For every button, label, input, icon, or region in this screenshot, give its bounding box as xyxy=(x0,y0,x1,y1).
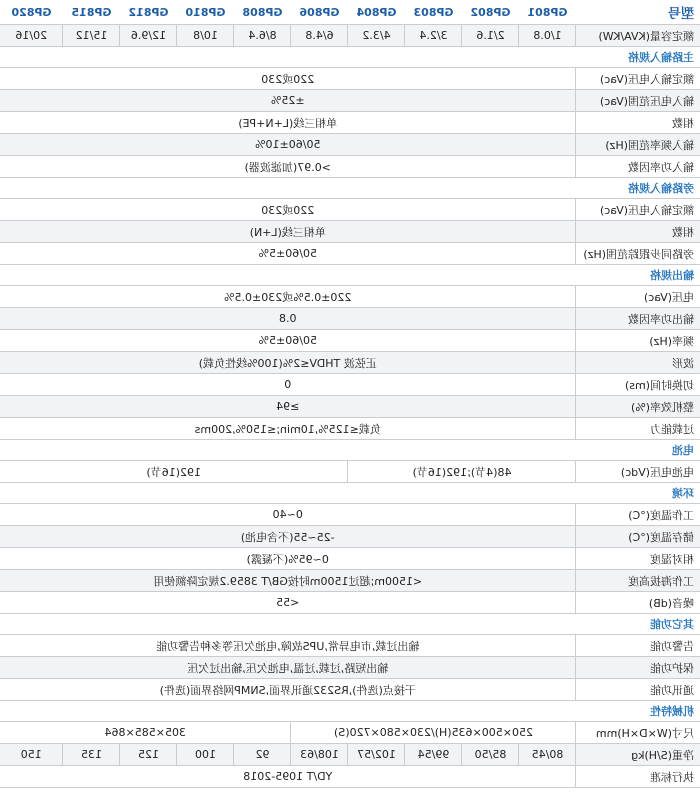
row-output-transfer-time xyxy=(0,374,700,396)
row-mech-standard xyxy=(0,766,700,788)
rating-row xyxy=(0,25,700,47)
row-label: 噪音(dB) xyxy=(576,592,700,614)
rating-cell: 10/8 xyxy=(177,25,234,47)
row-env-humidity xyxy=(0,548,700,570)
rating-cell: 6/4.8 xyxy=(291,25,348,47)
row-other-alarm xyxy=(0,635,700,657)
row-label: 输出功率因数 xyxy=(576,308,700,330)
model-cell: GP812 xyxy=(120,0,177,25)
row-label: 整机效率(%) xyxy=(576,396,700,418)
row-env-storage-temp xyxy=(0,526,700,548)
row-output-voltage xyxy=(0,286,700,308)
row-label: 输入电压范围(Vac) xyxy=(576,90,700,112)
section-title: 机械特性 xyxy=(0,701,700,722)
rating-cell: 8/6.4 xyxy=(234,25,291,47)
row-value: 0 xyxy=(0,374,576,396)
row-value: 正弦波 THDV≤2%(100%线性负载) xyxy=(0,352,576,374)
rating-cell: 2/1.6 xyxy=(462,25,519,47)
weight-cell: 80/45 xyxy=(519,744,576,766)
row-label: 工作温度(°C) xyxy=(576,504,700,526)
row-label: 储存温度(°C) xyxy=(576,526,700,548)
weight-cell: 100 xyxy=(177,744,234,766)
section-title: 其它功能 xyxy=(0,614,700,635)
weight-cell: 85/50 xyxy=(462,744,519,766)
row-label: 净重(S/H)kg xyxy=(576,744,700,766)
row-battery-voltage xyxy=(0,461,700,483)
row-label: 电压(Vac) xyxy=(576,286,700,308)
row-mech-weight xyxy=(0,744,700,766)
size-value-small: 250×500×635(H)/230×580×720(S) xyxy=(291,722,576,744)
row-mech-size xyxy=(0,722,700,744)
row-value: 干接点(选件),RS232通讯界面,SNMP网络界面(选件) xyxy=(0,679,576,701)
row-value: 单相三线(L+N) xyxy=(0,221,576,243)
battery-value-large: 192(16节) xyxy=(0,461,348,483)
model-cell: GP820 xyxy=(0,0,63,25)
weight-cell: 150 xyxy=(0,744,63,766)
size-value-large: 305×585×864 xyxy=(0,722,291,744)
row-other-protection xyxy=(0,657,700,679)
model-cell: GP803 xyxy=(405,0,462,25)
row-value: <1500m;超过1500m时按GB/T 3859.2规定降额使用 xyxy=(0,570,576,592)
weight-cell: 99/54 xyxy=(405,744,462,766)
section-title: 主路输入规格 xyxy=(0,47,700,68)
row-bypass-rated-voltage xyxy=(0,199,700,221)
row-output-overload xyxy=(0,418,700,440)
row-env-altitude xyxy=(0,570,700,592)
row-label: 切换时间(ms) xyxy=(576,374,700,396)
rating-cell: 3/2.4 xyxy=(405,25,462,47)
section-main-input xyxy=(0,47,700,68)
row-label: 波形 xyxy=(576,352,700,374)
row-label: 输入功率因数 xyxy=(576,156,700,178)
row-label: 执行标准 xyxy=(576,766,700,788)
row-label: 告警功能 xyxy=(576,635,700,657)
rating-cell: 20/16 xyxy=(0,25,63,47)
section-mechanical xyxy=(0,701,700,722)
section-title: 环境 xyxy=(0,483,700,504)
model-label: 型号 xyxy=(576,0,700,25)
rating-label: 额定容量(KVA/KW) xyxy=(576,25,700,47)
row-main-freq-range xyxy=(0,134,700,156)
row-value: <55 xyxy=(0,592,576,614)
row-label: 相数 xyxy=(576,221,700,243)
rating-cell: 4/3.2 xyxy=(348,25,405,47)
row-output-waveform xyxy=(0,352,700,374)
section-other xyxy=(0,614,700,635)
row-env-op-temp xyxy=(0,504,700,526)
row-value: -25~55(不含电池) xyxy=(0,526,576,548)
section-output xyxy=(0,265,700,286)
model-cell: GP801 xyxy=(519,0,576,25)
section-title: 输出规格 xyxy=(0,265,700,286)
section-environment xyxy=(0,483,700,504)
row-value: >0.97(加滤波器) xyxy=(0,156,576,178)
battery-value-small: 48(4节);192(16节) xyxy=(348,461,576,483)
row-value: 0~40 xyxy=(0,504,576,526)
row-value: 50/60±10% xyxy=(0,134,576,156)
row-label: 额定输入电压(Vac) xyxy=(576,68,700,90)
row-value: 输出短路,过载,过温,电池欠压,输出过欠压 xyxy=(0,657,576,679)
weight-cell: 102/57 xyxy=(348,744,405,766)
row-bypass-phase xyxy=(0,221,700,243)
row-label: 旁路同步跟踪范围(Hz) xyxy=(576,243,700,265)
row-value: 输出过载,市电异常,UPS故障,电池欠压等多种告警功能 xyxy=(0,635,576,657)
rating-cell: 15/12 xyxy=(63,25,120,47)
row-value: 220或230 xyxy=(0,68,576,90)
row-value: 0~95%(不凝露) xyxy=(0,548,576,570)
section-bypass-input xyxy=(0,178,700,199)
row-label: 额定输入电压(Vac) xyxy=(576,199,700,221)
model-cell: GP808 xyxy=(234,0,291,25)
weight-cell: 135 xyxy=(63,744,120,766)
row-label: 工作海拔高度 xyxy=(576,570,700,592)
model-cell: GP806 xyxy=(291,0,348,25)
row-label: 保护功能 xyxy=(576,657,700,679)
model-cell: GP802 xyxy=(462,0,519,25)
row-value: ±25% xyxy=(0,90,576,112)
row-output-efficiency xyxy=(0,396,700,418)
rating-cell: 1/0.8 xyxy=(519,25,576,47)
row-label: 输入频率范围(Hz) xyxy=(576,134,700,156)
row-value: 单相三线(L+N+PE) xyxy=(0,112,576,134)
model-header-row xyxy=(0,0,700,25)
row-env-noise xyxy=(0,592,700,614)
row-main-power-factor xyxy=(0,156,700,178)
model-cell: GP815 xyxy=(63,0,120,25)
row-label: 过载能力 xyxy=(576,418,700,440)
section-battery xyxy=(0,440,700,461)
row-value: 0.8 xyxy=(0,308,576,330)
weight-cell: 108/63 xyxy=(291,744,348,766)
weight-cell: 125 xyxy=(120,744,177,766)
row-main-phase xyxy=(0,112,700,134)
row-value: 50/60±5% xyxy=(0,330,576,352)
row-bypass-sync-range xyxy=(0,243,700,265)
row-main-voltage-range xyxy=(0,90,700,112)
row-value: 50/60±5% xyxy=(0,243,576,265)
model-cell: GP804 xyxy=(348,0,405,25)
rating-cell: 12/9.6 xyxy=(120,25,177,47)
row-output-frequency xyxy=(0,330,700,352)
row-label: 电池电压(Vdc) xyxy=(576,461,700,483)
model-cell: GP810 xyxy=(177,0,234,25)
row-value: 负载≤125%,10min;≤150%,200ms xyxy=(0,418,576,440)
row-main-rated-voltage xyxy=(0,68,700,90)
section-title: 旁路输入规格 xyxy=(0,178,700,199)
row-value: ≥94 xyxy=(0,396,576,418)
row-value: YD/T 1095-2018 xyxy=(0,766,576,788)
row-value: 220±0.5%或230±0.5% xyxy=(0,286,576,308)
row-label: 通讯功能 xyxy=(576,679,700,701)
row-label: 频率(Hz) xyxy=(576,330,700,352)
row-output-power-factor xyxy=(0,308,700,330)
section-title: 电池 xyxy=(0,440,700,461)
row-label: 尺寸(W×D×H)mm xyxy=(576,722,700,744)
row-value: 220或230 xyxy=(0,199,576,221)
row-label: 相数 xyxy=(576,112,700,134)
row-label: 相对湿度 xyxy=(576,548,700,570)
row-other-comm xyxy=(0,679,700,701)
weight-cell: 92 xyxy=(234,744,291,766)
